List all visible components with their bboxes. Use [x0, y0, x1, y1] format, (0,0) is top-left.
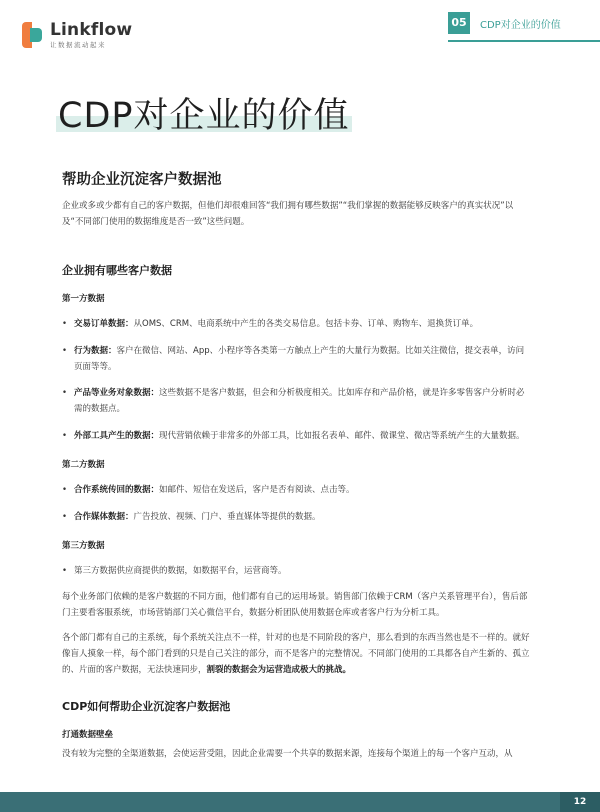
- linkflow-logo: [22, 22, 132, 49]
- section-heading: 帮助企业沉淀客户数据池: [62, 172, 222, 188]
- page-number: 12: [560, 792, 600, 812]
- first-party-heading: 第一方数据: [62, 294, 105, 304]
- intro-paragraph: 企业或多或少都有自己的客户数据，但他们却很难回答“我们拥有哪些数据”“我们掌握的数据能够反映客户的真实状况”以及“不同部门使用的数据维度是否一致”这些问题。: [62, 201, 514, 227]
- subsection-heading-cdp: CDP如何帮助企业沉淀客户数据池: [62, 700, 231, 713]
- departments-paragraph: 每个业务部门依赖的是客户数据的不同方面，他们都有自己的运用场景。销售部门依赖于CRM（客户关系管理平台），售后部门主要看客服系统，市场营销部门关心微信平台，数据分析团队使用数据仓库或者客户行为分析工具。: [62, 592, 528, 618]
- section-header: [448, 12, 561, 34]
- logo-mark-icon: [22, 22, 44, 48]
- page-title: CDP对企业的价值: [58, 96, 350, 136]
- footer-bar: [0, 792, 600, 812]
- brand-tagline: 让数据流动起来: [50, 41, 106, 49]
- emphasis-text: 割裂的数据会为运营造成极大的挑战。: [206, 665, 352, 675]
- list-item: • 外部工具产生的数据：现代营销依赖于非常多的外部工具，比如报名表单、邮件、微课堂、微店等系统产生的大量数据。: [62, 428, 532, 444]
- header-divider: [448, 40, 600, 42]
- section-number-badge: 05: [448, 12, 470, 34]
- list-item: • 第三方数据供应商提供的数据，如数据平台，运营商等。: [62, 563, 532, 579]
- third-party-heading: 第三方数据: [62, 541, 105, 551]
- second-party-heading: 第二方数据: [62, 460, 105, 470]
- list-item: • 产品等业务对象数据：这些数据不是客户数据，但会和分析极度相关。比如库存和产品价格，就是许多零售客户分析时必需的数据点。: [62, 385, 532, 417]
- section-header-title: CDP对企业的价值: [480, 19, 561, 31]
- list-item: • 行为数据：客户在微信、网站、App、小程序等各类第一方触点上产生的大量行为数据。比如关注微信，提交表单，访问页面等等。: [62, 343, 532, 375]
- subsection-heading: 企业拥有哪些客户数据: [62, 264, 172, 277]
- list-item: • 交易订单数据：从OMS、CRM、电商系统中产生的各类交易信息。包括卡券、订单、购物车、退换货订单。: [62, 316, 532, 332]
- brand-name: Linkflow: [50, 20, 133, 40]
- silo-paragraph: 各个部门都有自己的主系统，每个系统关注点不一样，针对的也是不同阶段的客户，那么看到的东西当然也是不一样的。就好像盲人摸象一样，每个部门看到的只是自己关注的部分，而不是客户的完整情况。不同部门使用的工具都各自产生新的、孤立的、片面的客户数据，无法快速同步，割裂的数据会为运营造成极大的挑战。: [62, 633, 530, 675]
- data-barrier-heading: 打通数据壁垒: [62, 730, 114, 740]
- list-item: • 合作系统传回的数据：如邮件、短信在发送后，客户是否有阅读、点击等。: [62, 482, 532, 498]
- data-barrier-paragraph: 没有较为完整的全渠道数据，会使运营受阻，因此企业需要一个共享的数据来源，连接每个渠道上的每一个客户互动，从: [62, 749, 513, 759]
- list-item: • 合作媒体数据：广告投放、视频、门户、垂直媒体等提供的数据。: [62, 509, 532, 525]
